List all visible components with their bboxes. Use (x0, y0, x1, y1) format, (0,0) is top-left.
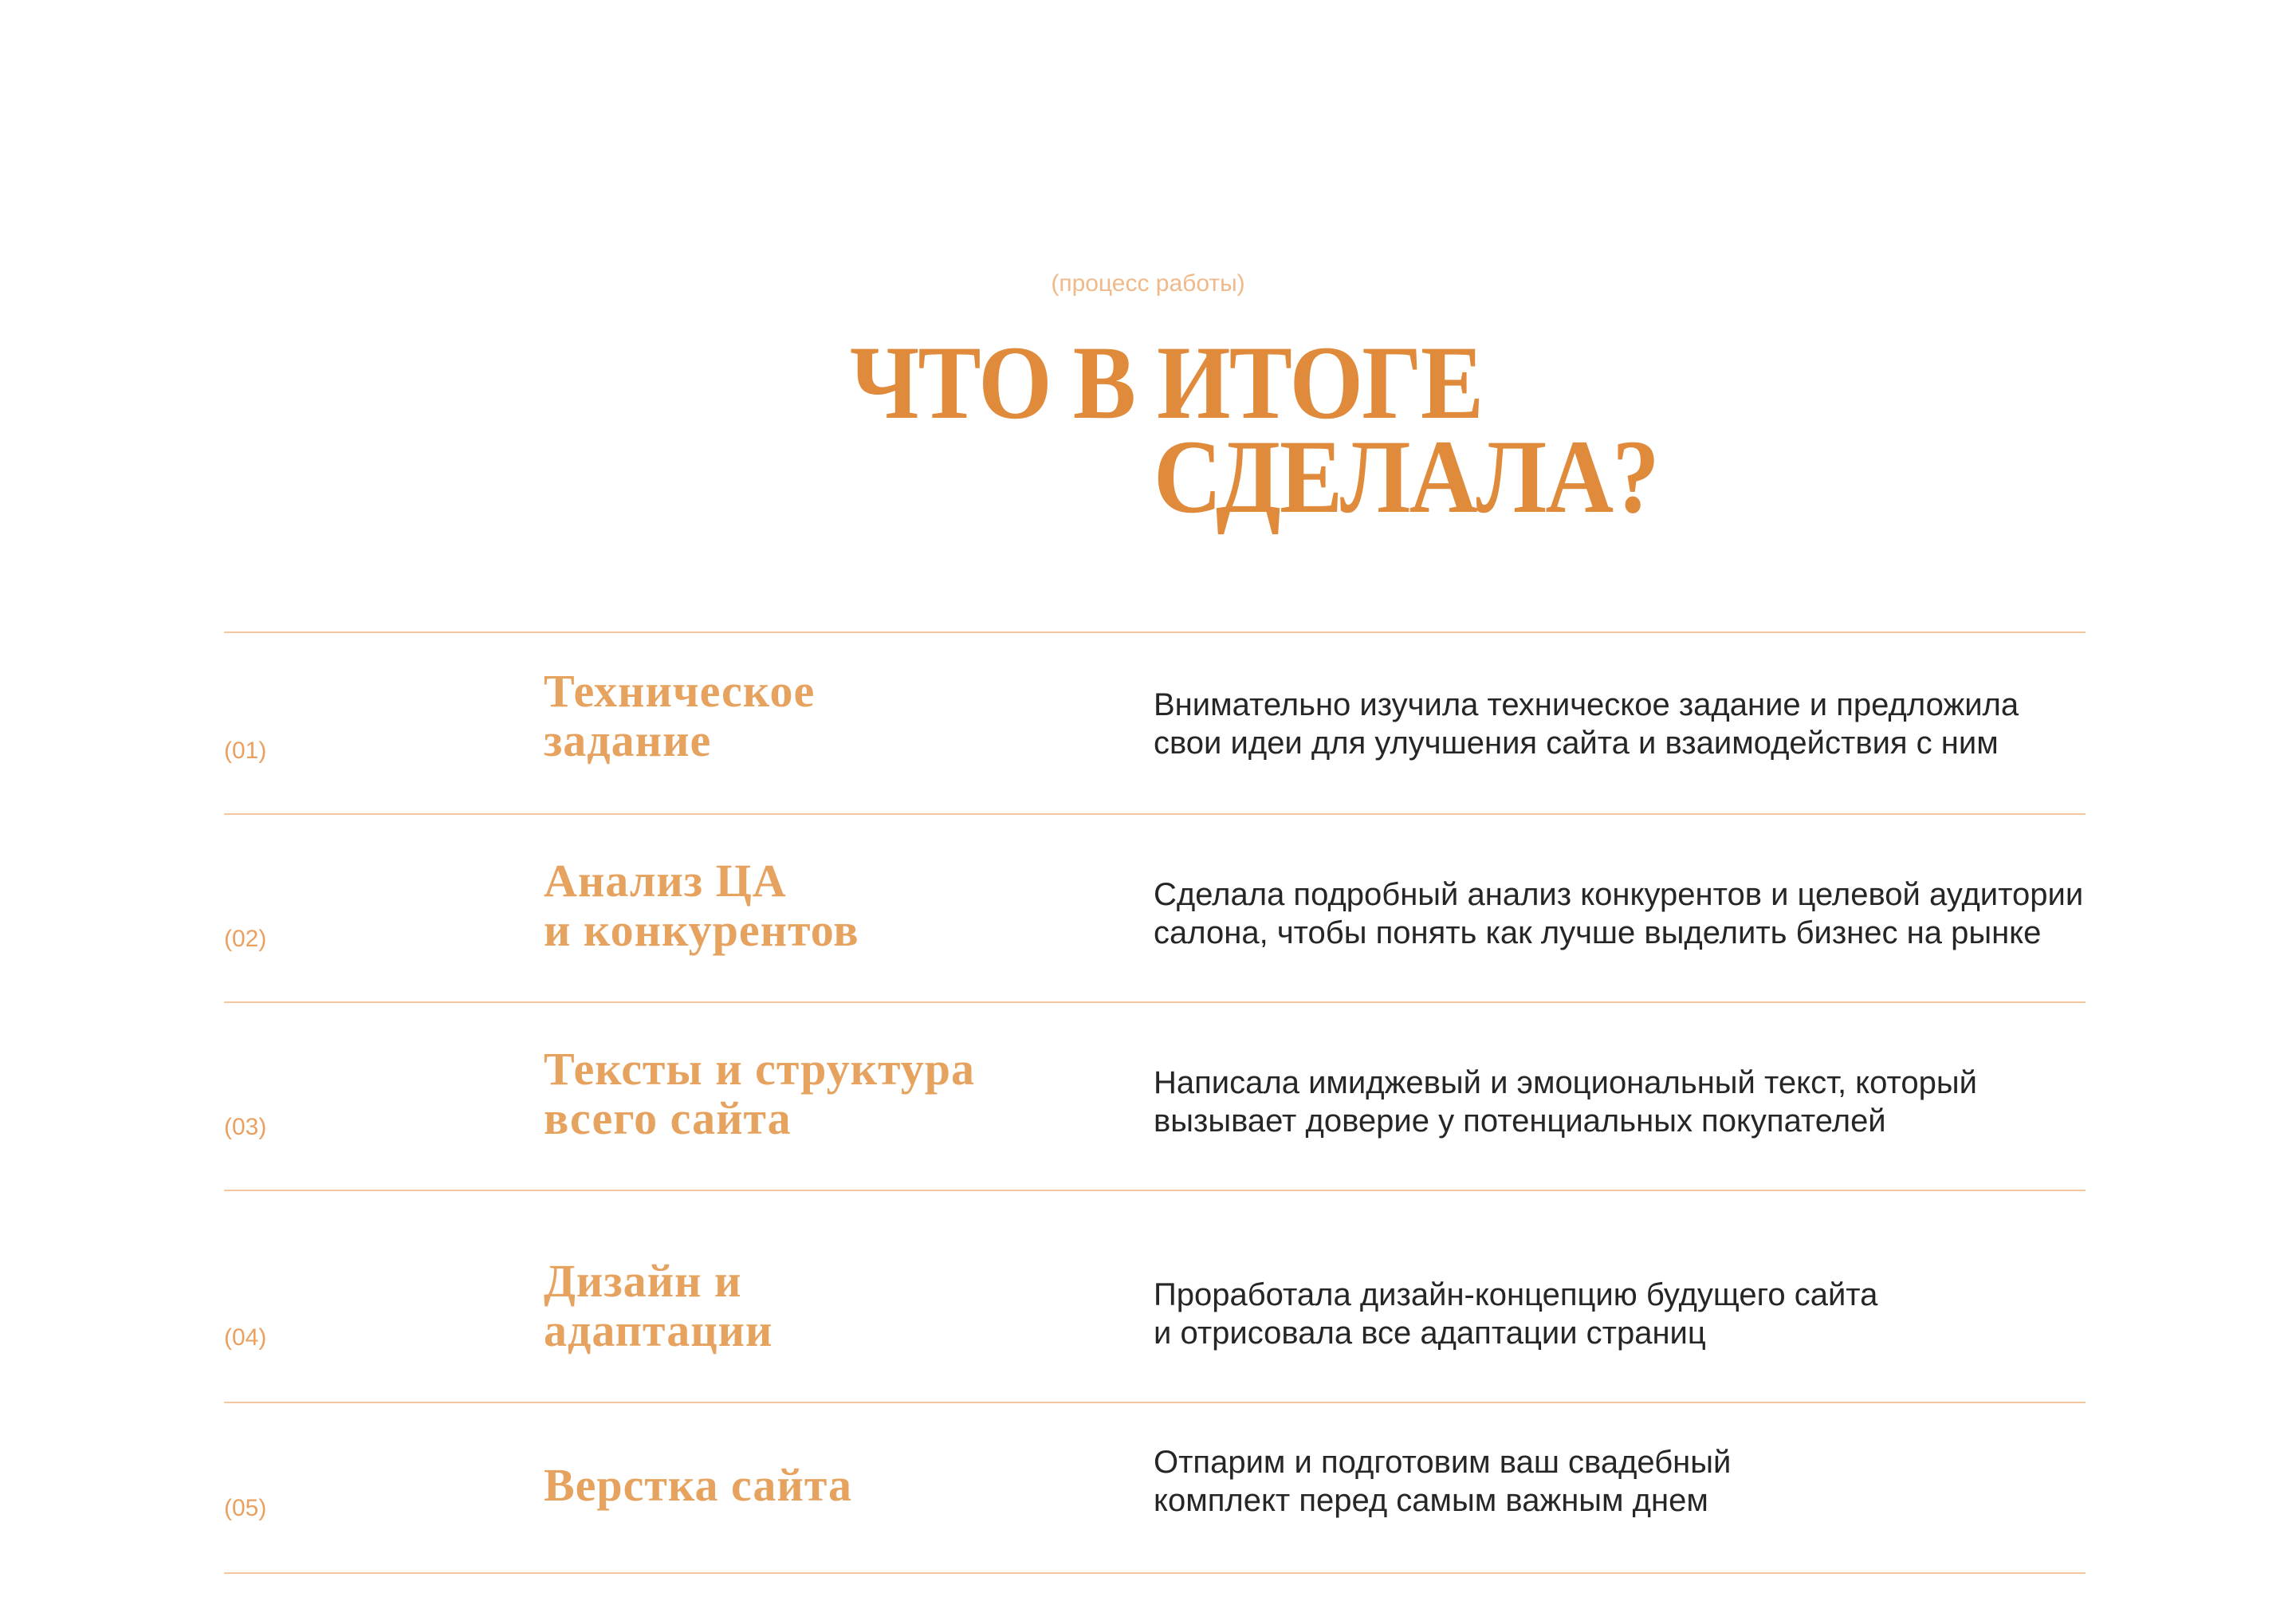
step-number: (04) (224, 1324, 267, 1351)
eyebrow-label: (процесс работы) (1051, 270, 1245, 297)
step-title (544, 1257, 773, 1355)
step-description-line-2: и отрисовала все адаптации страниц (1154, 1316, 1706, 1351)
section-title-line-2: СДЕЛАЛА? (1154, 418, 1658, 535)
step-title-line-1: Тексты и структура (544, 1043, 975, 1095)
step-description-line-2: комплект перед самым важным днем (1154, 1483, 1708, 1518)
step-description-line-1: Отпарим и подготовим ваш свадебный (1154, 1445, 1732, 1480)
step-title-line-2: всего сайта (544, 1092, 792, 1144)
step-title-line-1: Дизайн и (544, 1255, 742, 1307)
step-description-line-2: свои идеи для улучшения сайта и взаимодействия с ним (1154, 726, 1999, 761)
step-title-line-2: задание (544, 714, 712, 766)
step-description (1154, 1443, 1731, 1520)
step-description-line-1: Внимательно изучила техническое задание и предложила (1154, 687, 2019, 722)
step-description (1154, 1064, 1977, 1140)
section-title-line-1: ЧТО В ИТОГЕ (850, 324, 1483, 441)
step-title (544, 856, 859, 955)
step-number: (01) (224, 738, 267, 764)
step-description (1154, 686, 2019, 762)
step-title-line-2: адаптации (544, 1304, 773, 1356)
process-step-1 (224, 633, 2086, 813)
process-step-3 (224, 1003, 2086, 1190)
step-title (544, 1044, 975, 1143)
step-title-line-1: Верстка сайта (544, 1459, 853, 1511)
step-description-line-2: салона, чтобы понять как лучше выделить бизнес на рынке (1154, 915, 2042, 950)
process-step-4 (224, 1191, 2086, 1402)
step-title-line-1: Анализ ЦА (544, 855, 787, 907)
process-step-2 (224, 815, 2086, 1001)
step-description-line-2: вызывает доверие у потенциальных покупателей (1154, 1103, 1886, 1139)
step-description-line-1: Проработала дизайн-концепцию будущего сайта (1154, 1277, 1878, 1312)
divider (224, 1572, 2086, 1574)
step-description (1154, 875, 2083, 952)
step-description (1154, 1276, 1877, 1352)
step-title-line-2: и конкурентов (544, 904, 859, 956)
step-description-line-1: Сделала подробный анализ конкурентов и целевой аудитории (1154, 877, 2084, 912)
step-description-line-1: Написала имиджевый и эмоциональный текст, который (1154, 1065, 1977, 1100)
step-number: (05) (224, 1495, 267, 1521)
step-title (544, 667, 815, 765)
step-title-line-1: Техническое (544, 665, 816, 717)
step-number: (03) (224, 1114, 267, 1140)
step-title (544, 1461, 852, 1510)
step-number: (02) (224, 926, 267, 952)
process-step-5 (224, 1403, 2086, 1572)
